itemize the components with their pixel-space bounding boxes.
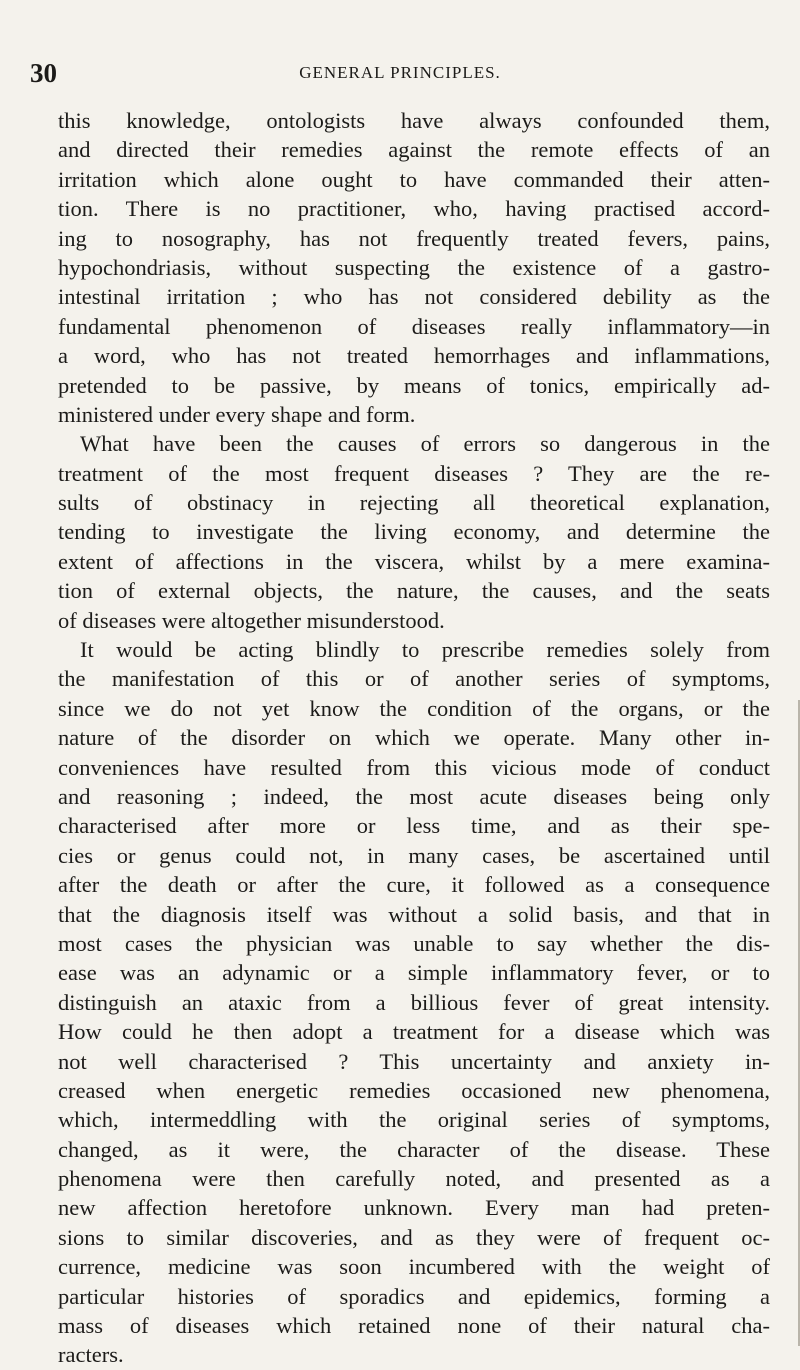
text-line: phenomena were then carefully noted, and presented as a bbox=[58, 1166, 770, 1192]
text-line: of diseases were altogether misunderstood. bbox=[58, 607, 445, 633]
text-line: nature of the disorder on which we operate. Many other in- bbox=[58, 725, 770, 751]
text-line: tending to investigate the living economy, and determine the bbox=[58, 519, 770, 545]
text-line: ing to nosography, has not frequently treated fevers, pains, bbox=[58, 225, 770, 251]
text-line: hypochondriasis, without suspecting the existence of a gastro- bbox=[58, 254, 770, 280]
running-head: GENERAL PRINCIPLES. bbox=[299, 63, 501, 82]
text-line: changed, as it were, the character of the disease. These bbox=[58, 1136, 770, 1162]
text-line: which, intermeddling with the original series of symptoms, bbox=[58, 1107, 770, 1133]
text-line: the manifestation of this or of another series of symptoms, bbox=[58, 666, 770, 692]
text-line: intestinal irritation ; who has not considered debility as the bbox=[58, 284, 770, 310]
text-line: How could he then adopt a treatment for a disease which was bbox=[58, 1019, 770, 1045]
page-number: 30 bbox=[30, 58, 57, 88]
text-line: tion. There is no practitioner, who, having practised accord- bbox=[58, 196, 770, 222]
text-line: sults of obstinacy in rejecting all theoretical explanation, bbox=[58, 490, 770, 516]
text-line: new affection heretofore unknown. Every man had preten- bbox=[58, 1195, 770, 1221]
text-line: since we do not yet know the condition of the organs, or the bbox=[58, 695, 770, 721]
text-line: not well characterised ? This uncertainty and anxiety in- bbox=[58, 1048, 770, 1074]
text-line: pretended to be passive, by means of tonics, empirically ad- bbox=[58, 372, 770, 398]
text-line: particular histories of sporadics and epidemics, forming a bbox=[58, 1283, 770, 1309]
text-line: and reasoning ; indeed, the most acute diseases being only bbox=[58, 783, 770, 809]
text-line: ministered under every shape and form. bbox=[58, 401, 416, 427]
text-line: characterised after more or less time, and as their spe- bbox=[58, 813, 770, 839]
text-line: conveniences have resulted from this vicious mode of conduct bbox=[58, 754, 770, 780]
text-line: and directed their remedies against the remote effects of an bbox=[58, 137, 770, 163]
text-line: extent of affections in the viscera, whilst by a mere examina- bbox=[58, 548, 770, 574]
text-line: irritation which alone ought to have commanded their atten- bbox=[58, 166, 770, 192]
text-line: a word, who has not treated hemorrhages and inflammations, bbox=[58, 343, 770, 369]
text-line: ease was an adynamic or a simple inflammatory fever, or to bbox=[58, 960, 770, 986]
text-line: treatment of the most frequent diseases ? They are the re- bbox=[58, 460, 770, 486]
text-line: after the death or after the cure, it followed as a consequence bbox=[58, 872, 770, 898]
page-header bbox=[30, 58, 770, 88]
body-text bbox=[58, 106, 770, 1370]
text-line: racters. bbox=[58, 1342, 124, 1368]
text-line: creased when energetic remedies occasioned new phenomena, bbox=[58, 1077, 770, 1103]
text-line: distinguish an ataxic from a billious fever of great intensity. bbox=[58, 989, 770, 1015]
text-line: that the diagnosis itself was without a solid basis, and that in bbox=[58, 901, 770, 927]
paragraph-start-line: What have been the causes of errors so dangerous in the bbox=[80, 431, 770, 457]
text-line: fundamental phenomenon of diseases really inflammatory—in bbox=[58, 313, 770, 339]
text-line: cies or genus could not, in many cases, be ascertained until bbox=[58, 842, 770, 868]
text-line: this knowledge, ontologists have always confounded them, bbox=[58, 108, 770, 133]
text-line: currence, medicine was soon incumbered with the weight of bbox=[58, 1254, 770, 1280]
paragraph-start-line: It would be acting blindly to prescribe remedies solely from bbox=[80, 637, 770, 663]
text-line: sions to similar discoveries, and as they were of frequent oc- bbox=[58, 1224, 770, 1250]
text-line: tion of external objects, the nature, the causes, and the seats bbox=[58, 578, 770, 604]
text-line: mass of diseases which retained none of their natural cha- bbox=[58, 1313, 770, 1339]
text-line: most cases the physician was unable to say whether the dis- bbox=[58, 930, 770, 956]
